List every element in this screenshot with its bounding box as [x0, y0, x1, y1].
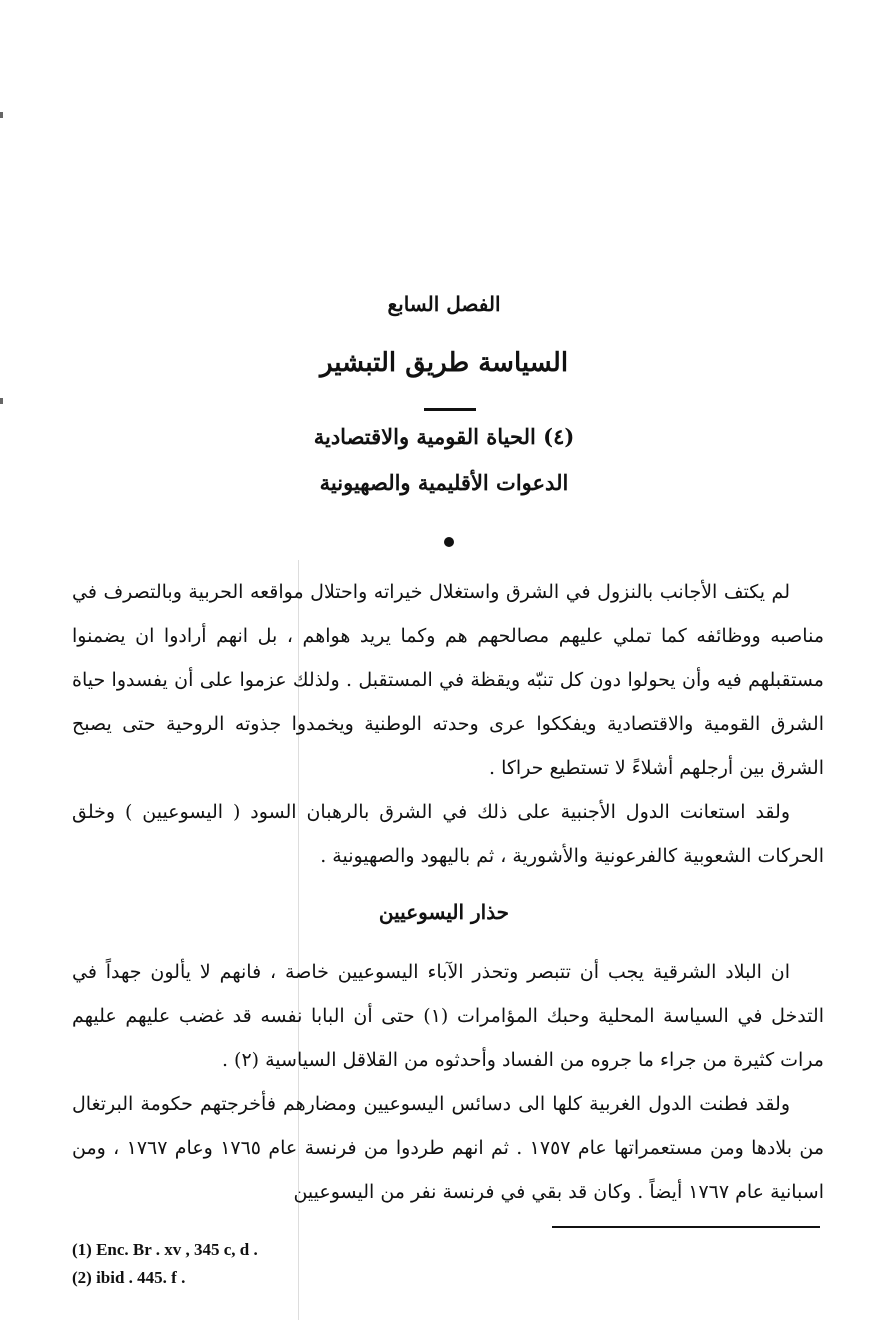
- footnote: (2) ibid . 445. f .: [72, 1268, 186, 1287]
- body-section-2: [72, 950, 824, 1214]
- section-heading: حذار اليسوعيين: [378, 900, 510, 924]
- subheading-2: الدعوات الأقليمية والصهيونية: [319, 470, 569, 495]
- chapter-title: السياسة طريق التبشير: [319, 348, 569, 378]
- paragraph: لم يكتف الأجانب بالنزول في الشرق واستغلال خيراته واحتلال مواقعه الحربية وبالتصرف في مناصبه ووظائفه كما تملي عليهم مصالحهم هم وكما يريد هواهم ، بل انهم أرادوا ان يضمنوا مستقبلهم فيه وأن يحولوا دون كل تنبّه ويقظة في المستقبل . ولذلك عزموا على أن يفسدوا حياة الشرق القومية والاقتصادية ويفككوا عرى وحدته الوطنية ويخمدوا جذوته الروحية حتى يصبح الشرق بين أرجلهم أشلاءً لا تستطيع حراكا .: [72, 581, 824, 779]
- subheading-1: (٤) الحياة القومية والاقتصادية: [313, 424, 575, 449]
- paragraph: ان البلاد الشرقية يجب أن تتبصر وتحذر الآباء اليسوعيين خاصة ، فانهم لا يألون جهداً في التدخل في السياسة المحلية وحبك المؤامرات (١) حتى أن البابا نفسه قد غضب عليهم عليهم مرات كثيرة من جراء ما جروه من الفساد وأحدثوه من القلاقل السياسية (٢) .: [72, 961, 824, 1071]
- title-divider: [424, 408, 476, 411]
- footnotes: [72, 1236, 472, 1292]
- footnote-divider: [552, 1226, 820, 1228]
- chapter-label: الفصل السابع: [387, 292, 501, 316]
- bullet-separator: [444, 537, 454, 547]
- body-section-1: [72, 570, 824, 878]
- paragraph: ولقد فطنت الدول الغربية كلها الى دسائس اليسوعيين ومضارهم فأخرجتهم حكومة البرتغال من بلادها ومن مستعمراتها عام ١٧٥٧ . ثم انهم طردوا من فرنسة عام ١٧٦٥ وعام ١٧٦٧ ، ومن اسبانية عام ١٧٦٧ أيضاً . وكان قد بقي في فرنسة نفر من اليسوعيين: [72, 1093, 824, 1203]
- scan-edge-mark: [0, 112, 3, 118]
- scan-edge-mark: [0, 398, 3, 404]
- paragraph: ولقد استعانت الدول الأجنبية على ذلك في الشرق بالرهبان السود ( اليسوعيين ) وخلق الحركات الشعوبية كالفرعونية والأشورية ، ثم باليهود والصهيونية .: [72, 801, 824, 867]
- footnote: (1) Enc. Br . xv , 345 c, d .: [72, 1240, 258, 1259]
